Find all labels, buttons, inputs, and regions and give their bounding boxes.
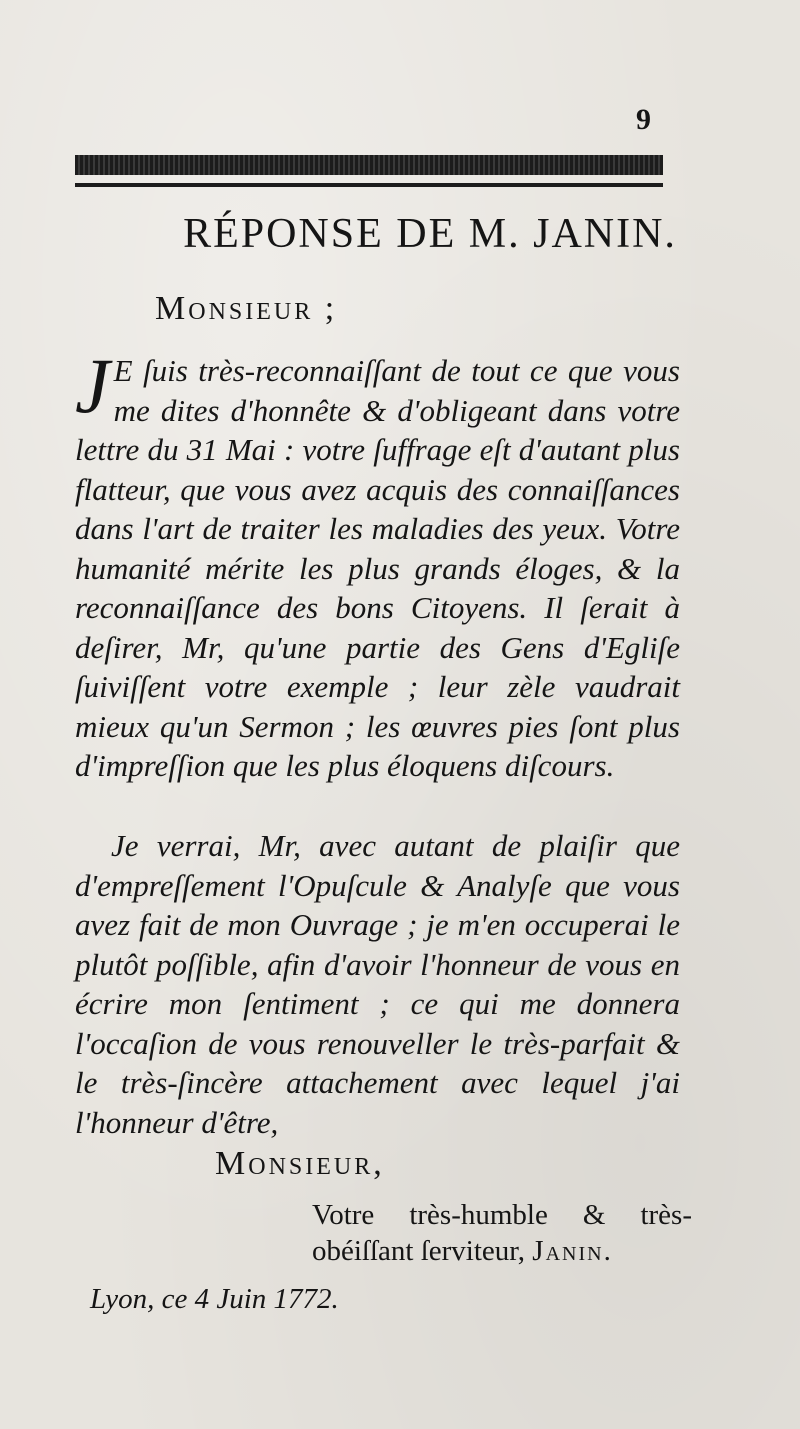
salutation: Monsieur ; [155, 290, 338, 327]
page-number: 9 [636, 103, 651, 136]
closing-salutation: Monsieur, [215, 1145, 385, 1182]
signature-text: Votre très-humble & très-obéiſſant ſerviteur, [312, 1199, 692, 1267]
ornamental-rule-thin [75, 183, 663, 187]
ornamental-rule-thick [75, 155, 663, 175]
signature-block [312, 1197, 692, 1269]
paragraph-2: Je verrai, Mr, avec autant de plaiſir que d'empreſſement l'Opuſcule & Analyſe que vous avez fait de mon Ouvrage ; je m'en occuperai le plutôt poſſible, afin d'avoir l'honneur de vous en écrire mon ſentiment ; ce qui me donnera l'occaſion de vous renouveller le très-parfait & le très-ſincère attachement avec lequel j'ai l'honneur d'être, [75, 828, 680, 1140]
page-title: RÉPONSE DE M. JANIN. [183, 211, 677, 257]
signature-name: Janin. [532, 1235, 613, 1267]
dateline: Lyon, ce 4 Juin 1772. [90, 1283, 339, 1315]
drop-cap: J [75, 342, 110, 429]
paragraph-1 [75, 342, 680, 786]
paragraph-1-text: E ſuis très-reconnaiſſant de tout ce que vous me dites d'honnête & d'obligeant dans votre lettre du 31 Mai : votre ſuffrage eſt d'autant plus flatteur, que vous avez acquis des connaiſſances dans l'art de traiter les maladies des yeux. Votre humanité mérite les plus grands éloges, & la reconnaiſſance des bons Citoyens. Il ſerait à deſirer, Mr, qu'une partie des Gens d'Egliſe ſuiviſſent votre exemple ; leur zèle vaudrait mieux qu'un Sermon ; les œuvres pies ſont plus d'impreſſion que les plus éloquens diſcours. [75, 353, 680, 783]
